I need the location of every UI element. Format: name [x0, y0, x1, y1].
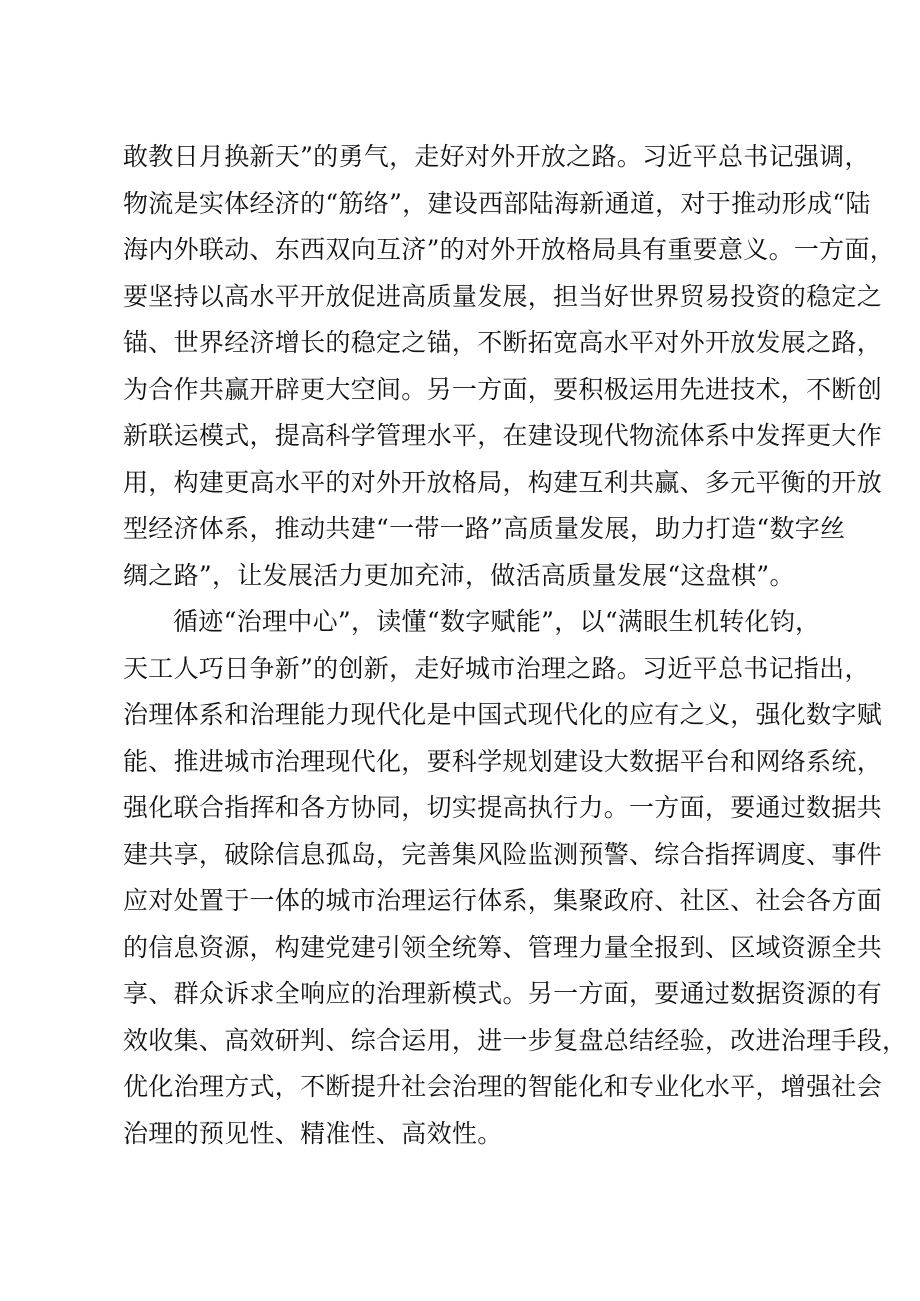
- body-text: [123, 134, 908, 1157]
- paragraph-line: 优化治理方式，不断提升社会治理的智能化和专业化水平，增强社会: [123, 1072, 883, 1101]
- paragraph-line: 的信息资源，构建党建引领全统筹、管理力量全报到、区域资源全共: [123, 932, 883, 962]
- paragraph-line: 为合作共赢开辟更大空间。另一方面，要积极运用先进技术，不断创: [123, 374, 883, 404]
- paragraph-line: 建共享，破除信息孤岛，完善集风险监测预警、综合指挥调度、事件: [123, 839, 883, 869]
- paragraph-1: [123, 134, 896, 599]
- paragraph-line: 型经济体系，推动共建“一带一路”高质量发展，助力打造“数字丝: [123, 514, 846, 543]
- paragraph-line: 新联运模式，提高科学管理水平，在建设现代物流体系中发挥更大作: [123, 421, 883, 450]
- paragraph-line: 循迹“治理中心”，读懂“数字赋能”，以“满眼生机转化钧，: [173, 607, 821, 636]
- paragraph-line: 享、群众诉求全响应的治理新模式。另一方面，要通过数据资源的有: [123, 979, 883, 1008]
- paragraph-line: 强化联合指挥和各方协同，切实提高执行力。一方面，要通过数据共: [123, 793, 883, 822]
- paragraph-line: 效收集、高效研判、综合运用，进一步复盘总结经验，改进治理手段，: [123, 1025, 908, 1055]
- paragraph-line: 敢教日月换新天”的勇气，走好对外开放之路。习近平总书记强调，: [123, 142, 870, 171]
- paragraph-line: 治理的预见性、精准性、高效性。: [123, 1118, 503, 1148]
- paragraph-line: 物流是实体经济的“筋络”，建设西部陆海新通道，对于推动形成“陆: [123, 188, 871, 218]
- paragraph-line: 应对处置于一体的城市治理运行体系，集聚政府、社区、社会各方面: [123, 886, 883, 915]
- paragraph-2: [123, 599, 908, 1157]
- paragraph-line: 能、推进城市治理现代化，要科学规划建设大数据平台和网络系统，: [123, 746, 883, 776]
- paragraph-line: 治理体系和治理能力现代化是中国式现代化的应有之义，强化数字赋: [123, 700, 883, 729]
- paragraph-line: 要坚持以高水平开放促进高质量发展，担当好世界贸易投资的稳定之: [123, 281, 883, 311]
- paragraph-line: 绸之路”，让发展活力更加充沛，做活高质量发展“这盘棋”。: [123, 560, 795, 590]
- paragraph-line: 锚、世界经济增长的稳定之锚，不断拓宽高水平对外开放发展之路，: [123, 328, 883, 357]
- paragraph-line: 用，构建更高水平的对外开放格局，构建互利共赢、多元平衡的开放: [123, 467, 883, 497]
- paragraph-line: 天工人巧日争新”的创新，走好城市治理之路。习近平总书记指出，: [123, 653, 870, 683]
- paragraph-line: 海内外联动、东西双向互济”的对外开放格局具有重要意义。一方面，: [123, 235, 896, 264]
